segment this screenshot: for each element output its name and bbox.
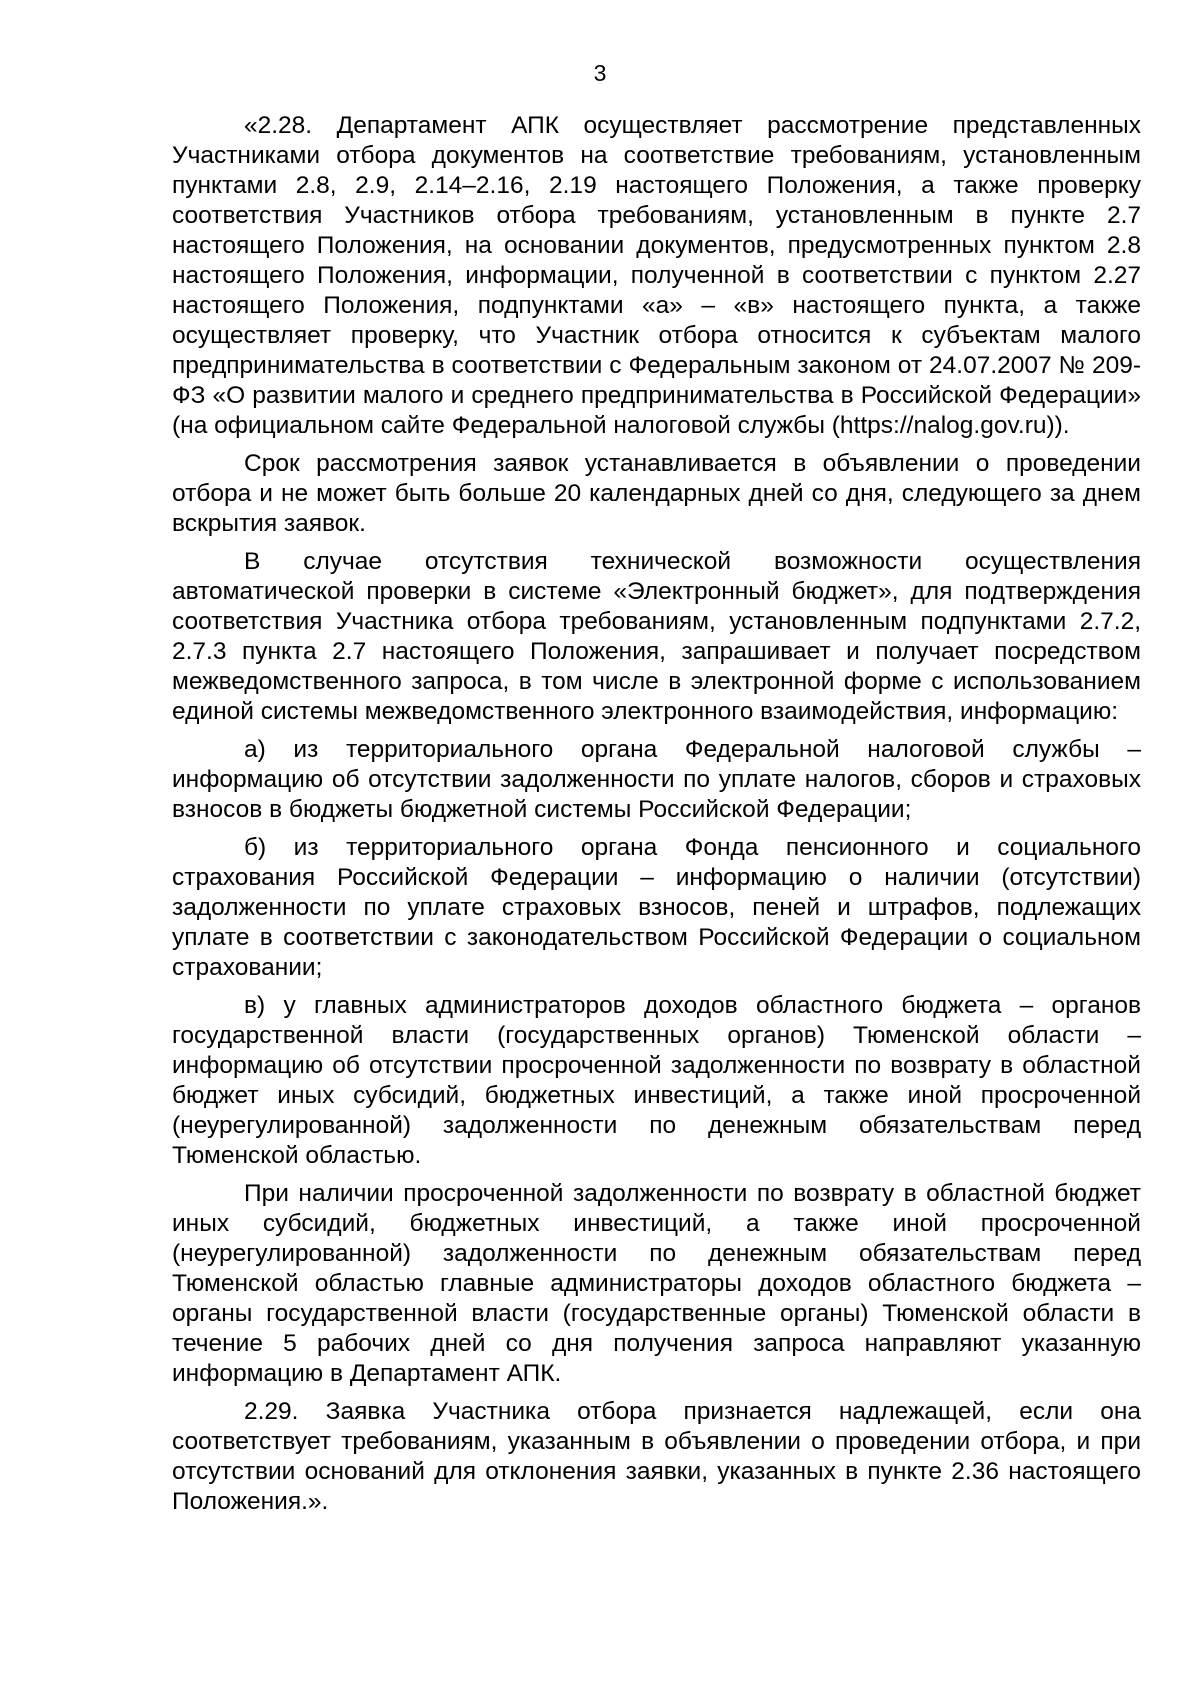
paragraph-item-v: в) у главных администраторов доходов областного бюджета – органов государственной власти (государственных органов) Тюменской области – информацию об отсутствии просроченной задолженности по возврату в областной бюджет иных субсидий, бюджетных инвестиций, а также иной просроченной (неурегулированной) задолженности по денежным обязательствам перед Тюменской областью. bbox=[172, 992, 1141, 1169]
paragraph-interagency-request: В случае отсутствия технической возможности осуществления автоматической проверки в системе «Электронный бюджет», для подтверждения соответствия Участника отбора требованиям, установленным подпунктами 2.7.2, 2.7.3 пункта 2.7 настоящего Положения, запрашивает и получает посредством межведомственного запроса, в том числе в электронной форме с использованием единой системы межведомственного электронного взаимодействия, информацию: bbox=[172, 548, 1141, 725]
paragraph-2-28: «2.28. Департамент АПК осуществляет рассмотрение представленных Участниками отбора документов на соответствие требованиям, установленным пунктами 2.8, 2.9, 2.14–2.16, 2.19 настоящего Положения, а также проверку соответствия Участников отбора требованиям, установленным в пункте 2.7 настоящего Положения, на основании документов, предусмотренных пунктом 2.8 настоящего Положения, информации, полученной в соответствии с пунктом 2.27 настоящего Положения, подпунктами «а» – «в» настоящего пункта, а также осуществляет проверку, что Участник отбора относится к субъектам малого предпринимательства в соответствии с Федеральным законом от 24.07.2007 № 209-ФЗ «О развитии малого и среднего предпринимательства в Российской Федерации» (на официальном сайте Федеральной налоговой службы (https://nalog.gov.ru)). bbox=[172, 112, 1141, 439]
paragraph-2-29: 2.29. Заявка Участника отбора признается надлежащей, если она соответствует требованиям, указанным в объявлении о проведении отбора, и при отсутствии оснований для отклонения заявки, указанных в пункте 2.36 настоящего Положения.». bbox=[172, 1398, 1141, 1515]
document-body bbox=[172, 111, 1141, 1525]
paragraph-item-a: а) из территориального органа Федеральной налоговой службы – информацию об отсутствии задолженности по уплате налогов, сборов и страховых взносов в бюджеты бюджетной системы Российской Федерации; bbox=[172, 736, 1141, 823]
paragraph-review-period: Срок рассмотрения заявок устанавливается в объявлении о проведении отбора и не может быть больше 20 календарных дней со дня, следующего за днем вскрытия заявок. bbox=[172, 450, 1141, 537]
page-number: 3 bbox=[593, 60, 607, 86]
paragraph-overdue-debt: При наличии просроченной задолженности по возврату в областной бюджет иных субсидий, бюджетных инвестиций, а также иной просроченной (неурегулированной) задолженности по денежным обязательствам перед Тюменской областью главные администраторы доходов областного бюджета – органы государственной власти (государственные органы) Тюменской области в течение 5 рабочих дней со дня получения запроса направляют указанную информацию в Департамент АПК. bbox=[172, 1180, 1141, 1387]
paragraph-item-b: б) из территориального органа Фонда пенсионного и социального страхования Российской Федерации – информацию о наличии (отсутствии) задолженности по уплате страховых взносов, пеней и штрафов, подлежащих уплате в соответствии с законодательством Российской Федерации о социальном страховании; bbox=[172, 834, 1141, 981]
